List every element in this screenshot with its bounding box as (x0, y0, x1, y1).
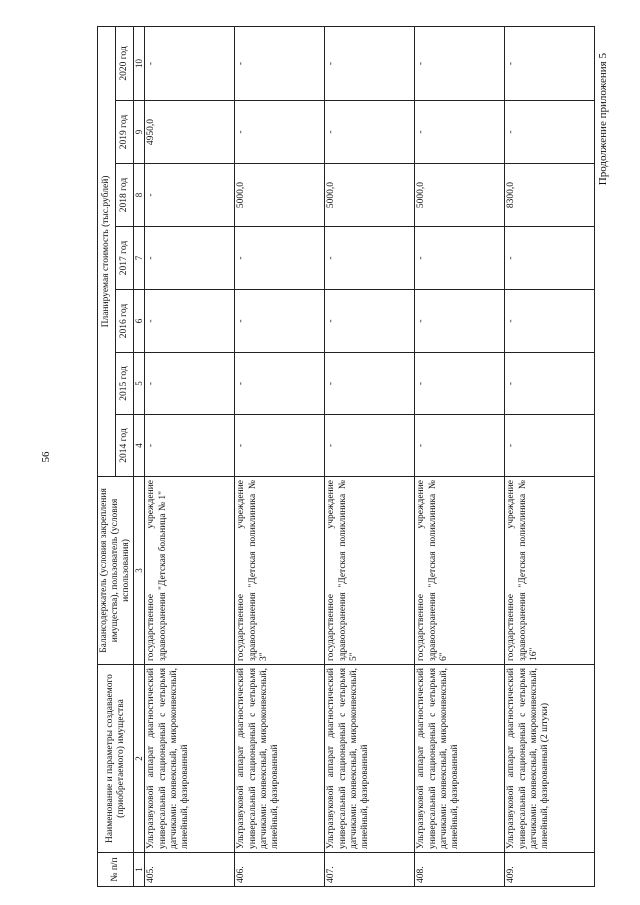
column-number: 4 (134, 415, 145, 477)
cost-value: - (325, 101, 415, 164)
cost-value: - (415, 227, 505, 290)
column-number: 10 (134, 26, 145, 100)
item-holder: государственное учреждение здравоохранения "Детская поликлиника № 6" (415, 477, 505, 665)
cost-value: - (145, 26, 235, 100)
rotated-table-wrapper (97, 27, 640, 887)
cost-value: - (505, 353, 595, 415)
item-holder: государственное учреждение здравоохранения "Детская поликлиника № 16" (505, 477, 595, 665)
column-number: 2 (134, 665, 145, 853)
table-row (415, 26, 505, 886)
column-number: 1 (134, 853, 145, 887)
cost-value: - (325, 290, 415, 353)
header-year: 2020 год (116, 26, 134, 100)
row-number: 406. (235, 853, 325, 887)
cost-value: 5000,0 (235, 164, 325, 227)
header-no: № п/п (98, 853, 134, 887)
cost-value: - (415, 26, 505, 100)
cost-value: - (325, 26, 415, 100)
cost-value: - (505, 227, 595, 290)
cost-value: - (235, 415, 325, 477)
cost-value: - (505, 415, 595, 477)
cost-value: - (505, 290, 595, 353)
header-cost: Планируемая стоимость (тыс.рублей) (98, 26, 116, 476)
cost-value: - (325, 353, 415, 415)
cost-value: - (145, 164, 235, 227)
column-number: 5 (134, 353, 145, 415)
cost-value: - (325, 415, 415, 477)
cost-value: - (415, 353, 505, 415)
header-year: 2017 год (116, 227, 134, 290)
header-year: 2019 год (116, 101, 134, 164)
column-number: 3 (134, 477, 145, 665)
header-year: 2016 год (116, 290, 134, 353)
column-number-row (134, 26, 145, 886)
cost-value: - (235, 26, 325, 100)
cost-value: 4950,0 (145, 101, 235, 164)
row-number: 409. (505, 853, 595, 887)
header-name: Наименование и параметры создаваемого (приобретаемого) имущества (98, 665, 134, 853)
table-row (145, 26, 235, 886)
header-year: 2014 год (116, 415, 134, 477)
item-name: Ультразвуковой аппарат диагностический универсальный стационарный с четырьмя датчиками: конвексный, микроконвексный, линейный, фазированный (2 штуки) (505, 665, 595, 853)
cost-value: - (145, 353, 235, 415)
table-body (145, 26, 595, 886)
cost-value: - (235, 290, 325, 353)
header-holder: Балансодержатель (условия закрепления имущества), пользователь (условия использования) (98, 477, 134, 665)
table-row (325, 26, 415, 886)
cost-value: - (235, 227, 325, 290)
cost-value: - (415, 290, 505, 353)
cost-value: 5000,0 (415, 164, 505, 227)
table-row (235, 26, 325, 886)
cost-value: - (145, 415, 235, 477)
item-holder: государственное учреждение здравоохранения "Детская поликлиника № 3" (235, 477, 325, 665)
row-number: 407. (325, 853, 415, 887)
row-number: 405. (145, 853, 235, 887)
header-year: 2018 год (116, 164, 134, 227)
cost-value: - (505, 101, 595, 164)
page-number: 56 (40, 451, 52, 463)
cost-value: - (145, 290, 235, 353)
cost-value: - (235, 101, 325, 164)
column-number: 8 (134, 164, 145, 227)
table-header (98, 26, 145, 886)
cost-value: - (235, 353, 325, 415)
item-holder: государственное учреждение здравоохранения "Детская больница № 1" (145, 477, 235, 665)
cost-value: - (145, 227, 235, 290)
item-name: Ультразвуковой аппарат диагностический универсальный стационарный с четырьмя датчиками: конвексный, микроконвексный, линейный, фазированный (145, 665, 235, 853)
column-number: 7 (134, 227, 145, 290)
appendix-continuation-caption: Продолжение приложения 5 (597, 53, 609, 186)
property-table (97, 26, 595, 887)
cost-value: - (325, 227, 415, 290)
row-number: 408. (415, 853, 505, 887)
cost-value: 8300,0 (505, 164, 595, 227)
header-year: 2015 год (116, 353, 134, 415)
item-holder: государственное учреждение здравоохранения "Детская поликлиника № 5" (325, 477, 415, 665)
cost-value: - (505, 26, 595, 100)
item-name: Ультразвуковой аппарат диагностический универсальный стационарный с четырьмя датчиками: конвексный, микроконвексный, линейный, фазированный (415, 665, 505, 853)
column-number: 6 (134, 290, 145, 353)
column-number: 9 (134, 101, 145, 164)
item-name: Ультразвуковой аппарат диагностический универсальный стационарный с четырьмя датчиками: конвексный, микроконвексный, линейный, фазированный (325, 665, 415, 853)
cost-value: - (415, 415, 505, 477)
table-row (505, 26, 595, 886)
item-name: Ультразвуковой аппарат диагностический универсальный стационарный с четырьмя датчиками: конвексный, микроконвексный, линейный, фазированный (235, 665, 325, 853)
cost-value: - (415, 101, 505, 164)
cost-value: 5000,0 (325, 164, 415, 227)
